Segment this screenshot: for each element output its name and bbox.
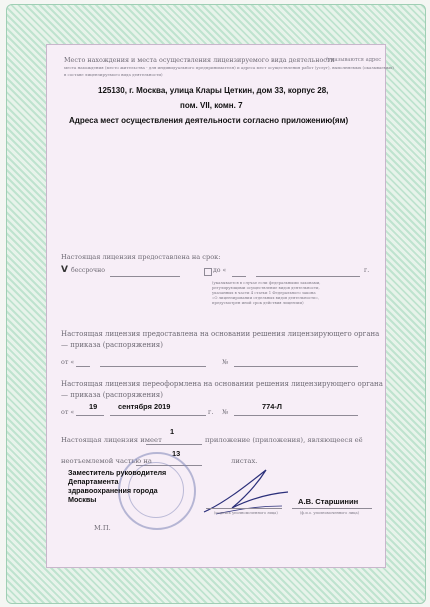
header-line1: Место нахождения и места осуществления лицензируемого вида деятельности: [64, 56, 335, 64]
term-note-line: предусмотрен иной срок действия лицензии): [212, 300, 304, 305]
reissue-month-line: [110, 415, 206, 416]
signatory-name: А.В. Старшинин: [298, 497, 359, 506]
basis-from: от «: [61, 358, 75, 366]
until-day-line: [232, 276, 246, 277]
basis-line2: — приказа (распоряжения): [61, 341, 163, 349]
term-label: Настоящая лицензия предоставлена на срок:: [61, 253, 221, 261]
indefinite-underline: [110, 276, 180, 277]
header-note: (указываются адрес: [326, 57, 382, 63]
address-line3: Адреса мест осуществления деятельности согласно приложению(ям): [69, 116, 349, 125]
reissue-number: 774-Л: [262, 402, 282, 411]
seal-place-mark: М.П.: [94, 524, 111, 532]
appendix-line2-b: листах.: [231, 457, 258, 465]
reissue-from: от «: [61, 408, 75, 416]
basis-month-line: [100, 366, 206, 367]
term-note: [212, 280, 321, 305]
term-year-suffix: г.: [364, 267, 370, 274]
reissue-month-year: сентября 2019: [118, 402, 171, 411]
term-note-line: «О лицензировании отдельных видов деятельности»,: [212, 295, 320, 300]
term-note-line: указанных в части 4 статьи 1 Федерального закона: [212, 290, 316, 295]
checkmark-icon: V: [61, 265, 68, 275]
appendix-line2-a: неотъемлемой частью на: [61, 457, 152, 465]
address-line1: 125130, г. Москва, улица Клары Цеткин, дом 33, корпус 28,: [98, 86, 329, 95]
reissue-num: №: [222, 408, 229, 416]
appendix-line1-a: Настоящая лицензия имеет: [61, 436, 162, 444]
term-note-line: регулирующими осуществление видов деятельности,: [212, 285, 320, 290]
address-line2: пом. VII, комн. 7: [180, 101, 243, 110]
reissue-line2: — приказа (распоряжения): [61, 391, 163, 399]
header-line3: в составе лицензируемого вида деятельности): [64, 72, 163, 77]
term-note-line: (указывается в случае если федеральными законами,: [212, 280, 321, 285]
signatory-position-line: Департамента: [68, 477, 119, 486]
signatory-position-line: здравоохранения города: [68, 486, 158, 495]
reissue-day-line: [76, 415, 104, 416]
name-caption: (ф.и.о. уполномоченного лица): [300, 511, 359, 515]
reissue-number-line: [234, 415, 358, 416]
signatory-position-line: Заместитель руководителя: [68, 468, 167, 477]
until-checkbox: [204, 268, 212, 276]
term-indefinite: бессрочно: [71, 267, 105, 274]
appendix-count-line: [146, 444, 202, 445]
basis-day-line: [76, 366, 90, 367]
reissue-day: 19: [89, 402, 98, 411]
basis-number-line: [234, 366, 358, 367]
signatory-position: [68, 468, 166, 504]
until-month-line: [256, 276, 360, 277]
signatory-position-line: Москвы: [68, 495, 97, 504]
appendix-count: 1: [170, 427, 175, 436]
reissue-line1: Настоящая лицензия переоформлена на основании решения лицензирующего органа: [61, 380, 383, 388]
name-line: [292, 508, 372, 509]
term-until: до «: [213, 267, 227, 274]
basis-num: №: [222, 358, 229, 366]
header-line2: места нахождения (место жительства - для индивидуального предпринимателя) и адреса мест осуществления работ (услуг), выполняемых (оказываемых): [64, 65, 394, 70]
sign-caption: (подпись уполномоченного лица): [214, 511, 278, 515]
basis-line1: Настоящая лицензия предоставлена на основании решения лицензирующего органа: [61, 330, 380, 338]
signature-line: [206, 508, 282, 509]
appendix-line1-b: приложение (приложения), являющееся её: [205, 436, 363, 444]
appendix-pages: 13: [172, 449, 181, 458]
reissue-year-suffix: г.: [208, 408, 214, 416]
